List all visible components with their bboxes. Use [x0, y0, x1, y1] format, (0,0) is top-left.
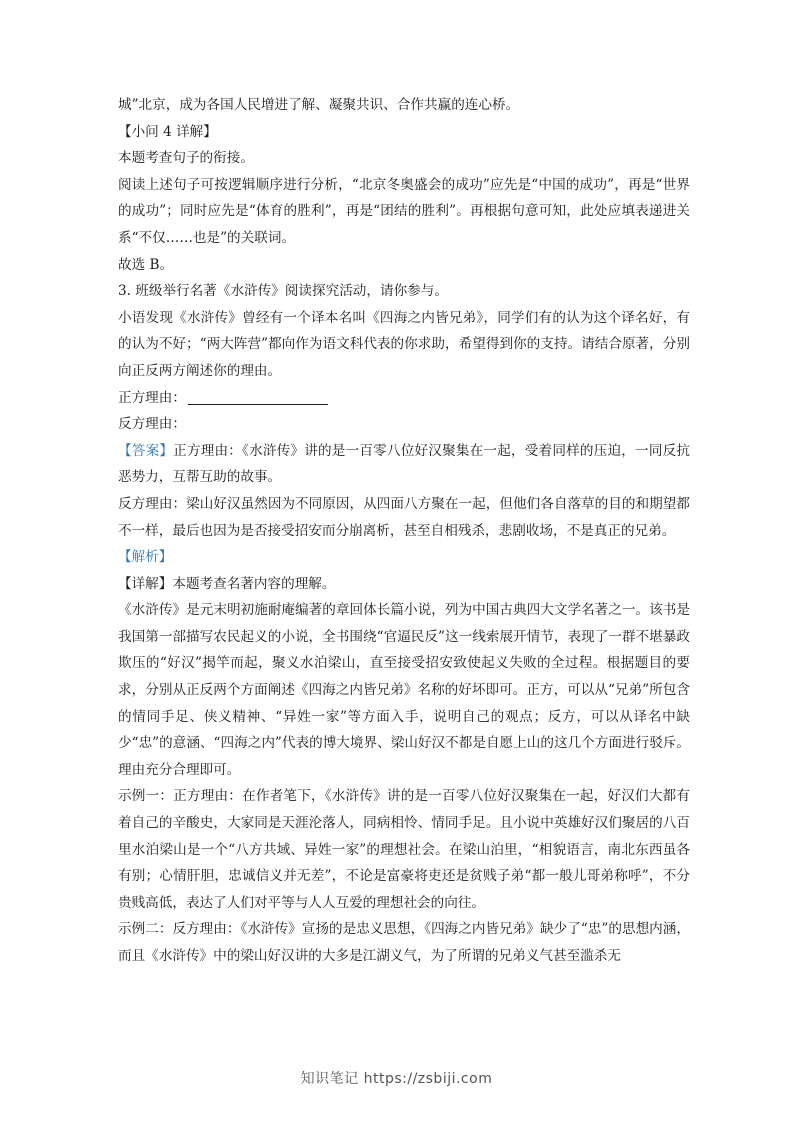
paragraph: 城”北京，成为各国人民增进了解、凝聚共识、合作共赢的连心桥。: [118, 97, 520, 113]
paragraph: 故选 B。: [118, 256, 174, 273]
answer-zheng-text: 正方理由：《水浒传》讲的是一百零八位好汉聚集在一起，受着同样的压迫，一同反抗恶势力，互帮互助的故事。: [118, 442, 691, 486]
zheng-line: [118, 385, 690, 412]
answer-zheng-paragraph: [118, 438, 690, 491]
xiangjie-tag: 【详解】: [118, 575, 173, 592]
answer-fan-paragraph: 反方理由：梁山好汉虽然因为不同原因，从四面八方聚在一起，但他们各自落草的目的和期望都不一样，最后也因为是否接受招安而分崩离析，甚至自相残杀，悲剧收场，不是真正的兄弟。: [118, 495, 690, 539]
footer-watermark: 知识笔记 https://zsbiji.com: [300, 1071, 493, 1087]
zheng-label: 正方理由：: [118, 389, 186, 406]
section-heading: 【小问 4 详解】: [118, 123, 217, 140]
xiangjie-paragraph: [118, 571, 690, 598]
paragraph: 本题考查句子的衔接。: [118, 150, 254, 167]
fan-label: 反方理由：: [118, 416, 186, 433]
paragraph: 阅读上述句子可按逻辑顺序进行分析，“北京冬奥盛会的成功”应先是“中国的成功”，再是“世界的成功”；同时应先是“体育的胜利”，再是“团结的胜利”。再根据句意可知，此处应填表递进关系“不仅……也是”的关联词。: [118, 176, 690, 246]
answer-tag: 【答案】: [118, 442, 174, 459]
answer-blank: [188, 387, 328, 405]
example-paragraph: 示例一：正方理由：在作者笔下，《水浒传》讲的是一百零八位好汉聚集在一起，好汉们大都有着自己的辛酸史，大家同是天涯沦落人，同病相怜、情同手足。且小说中英雄好汉们聚居的八百里水泊梁山是一个“八方共域、异姓一家”的理想社会。在梁山泊里，“相貌语言，南北东西虽各有别；心情肝胆，忠诚信义并无差”，不论是富豪将吏还是贫贱子弟“都一般儿哥弟称呼”，不分贵贱高低，表达了人们对平等与人人互爱的理想社会的向往。: [118, 788, 690, 911]
document-body: [118, 92, 690, 970]
analysis-paragraph: 《水浒传》是元末明初施耐庵编著的章回体长篇小说，列为中国古典四大文学名著之一。该书是我国第一部描写农民起义的小说，全书围绕“官逼民反”这一线索展开情节，表现了一群不堪暴政欺压的“好汉”揭竿而起，聚义水泊梁山，直至接受招安致使起义失败的全过程。根据题目的要求，分别从正反两个方面阐述《四海之内皆兄弟》名称的好坏即可。正方，可以从“兄弟”所包含的情同手足、侠义精神、“异姓一家”等方面入手，说明自己的观点；反方，可以从译名中缺少“忠”的意涵、“四海之内”代表的博大境界、梁山好汉不都是自愿上山的这几个方面进行驳斥。理由充分合理即可。: [118, 602, 690, 778]
question-prompt: 小语发现《水浒传》曾经有一个译本名叫《四海之内皆兄弟》，同学们有的认为这个译名好，有的认为不好；“两大阵营”都向作为语文科代表的你求助，希望得到你的支持。请结合原著，分别向正反两方阐述你的理由。: [118, 309, 690, 379]
xiangjie-text: 本题考查名著内容的理解。: [172, 575, 336, 592]
example-paragraph: 示例二：反方理由：《水浒传》宣扬的是忠义思想，《四海之内皆兄弟》缺少了“忠”的思想内涵，而且《水浒传》中的梁山好汉讲的大多是江湖义气，为了所谓的兄弟义气甚至滥杀无: [118, 921, 690, 964]
jiexi-tag: 【解析】: [118, 549, 173, 566]
question-title: 3. 班级举行名著《水浒传》阅读探究活动，请你参与。: [118, 283, 448, 300]
